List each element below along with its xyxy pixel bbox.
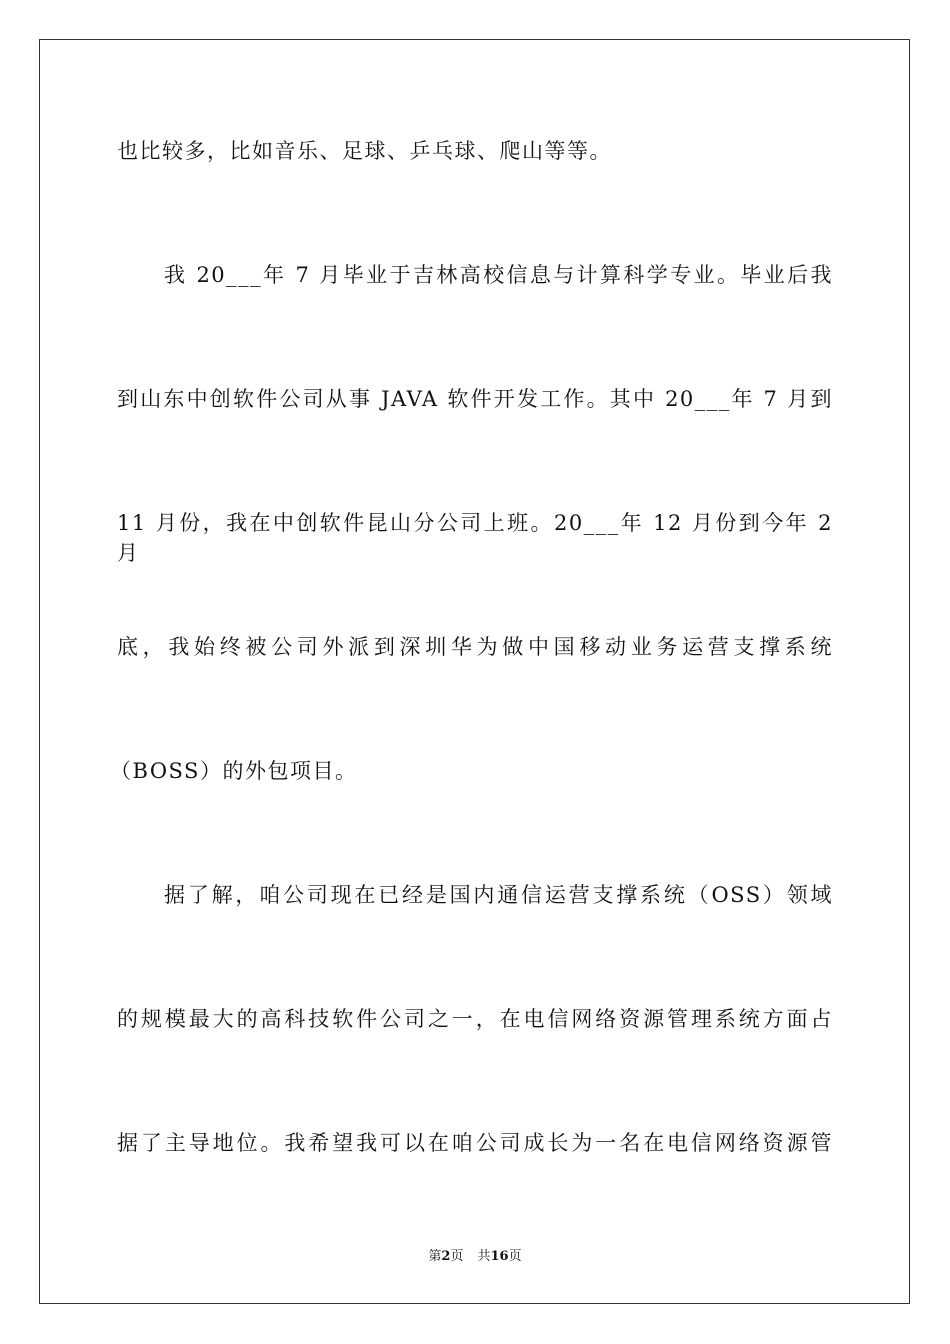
paragraph-line: 底，我始终被公司外派到深圳华为做中国移动业务运营支撑系统	[117, 635, 833, 659]
paragraph-line: 到山东中创软件公司从事 JAVA 软件开发工作。其中 20___年 7 月到	[117, 387, 833, 411]
total-pages: 16	[490, 1249, 509, 1264]
page-number: 2	[441, 1249, 451, 1264]
page-border	[39, 39, 910, 1304]
page-footer	[0, 1248, 950, 1266]
total-suffix: 页	[508, 1249, 522, 1264]
paragraph-line: 据了主导地位。我希望我可以在咱公司成长为一名在电信网络资源管	[117, 1131, 833, 1155]
paragraph-line: （BOSS）的外包项目。	[110, 759, 358, 783]
paragraph-line: 据了解，咱公司现在已经是国内通信运营支撑系统（OSS）领域	[164, 883, 833, 907]
paragraph-line: 11 月份，我在中创软件昆山分公司上班。20___年 12 月份到今年 2 月	[117, 511, 833, 565]
paragraph-line: 我 20___年 7 月毕业于吉林高校信息与计算科学专业。毕业后我	[164, 263, 833, 287]
page-suffix: 页	[450, 1249, 464, 1264]
total-prefix: 共	[477, 1249, 491, 1264]
paragraph-line: 也比较多，比如音乐、足球、乒乓球、爬山等等。	[117, 139, 612, 163]
page-prefix: 第	[428, 1249, 442, 1264]
paragraph-line: 的规模最大的高科技软件公司之一，在电信网络资源管理系统方面占	[117, 1007, 833, 1031]
